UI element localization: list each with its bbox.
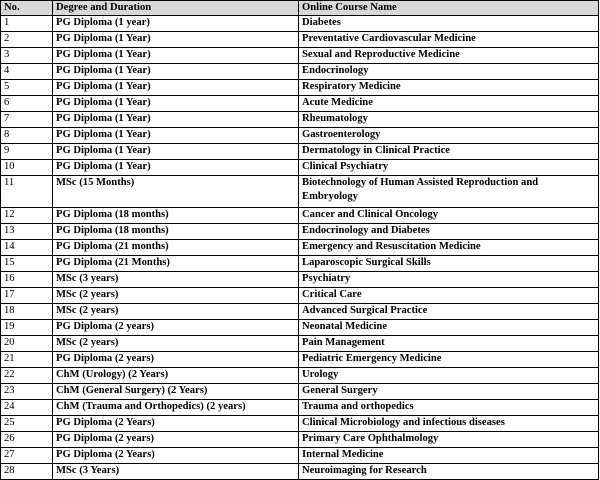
degree-cell: PG Diploma (2 years) (53, 320, 299, 336)
degree-cell: PG Diploma (21 months) (53, 240, 299, 256)
row-number: 25 (1, 416, 53, 432)
row-number: 19 (1, 320, 53, 336)
degree-cell: PG Diploma (1 year) (53, 16, 299, 32)
table-row (1, 320, 599, 336)
degree-cell: PG Diploma (1 Year) (53, 160, 299, 176)
degree-cell: PG Diploma (2 Years) (53, 448, 299, 464)
header-no: No. (1, 1, 53, 16)
degree-cell: PG Diploma (1 Year) (53, 128, 299, 144)
course-name-cell: Urology (299, 368, 599, 384)
row-number: 10 (1, 160, 53, 176)
row-number: 3 (1, 48, 53, 64)
course-name-cell: Internal Medicine (299, 448, 599, 464)
table-row (1, 128, 599, 144)
degree-cell: MSc (15 Months) (53, 176, 299, 208)
course-name-cell: Gastroenterology (299, 128, 599, 144)
row-number: 21 (1, 352, 53, 368)
degree-cell: ChM (Urology) (2 Years) (53, 368, 299, 384)
course-name-cell: Acute Medicine (299, 96, 599, 112)
degree-cell: PG Diploma (1 Year) (53, 64, 299, 80)
course-name-cell: Advanced Surgical Practice (299, 304, 599, 320)
degree-cell: PG Diploma (1 Year) (53, 80, 299, 96)
row-number: 16 (1, 272, 53, 288)
row-number: 9 (1, 144, 53, 160)
table-row (1, 336, 599, 352)
table-row (1, 464, 599, 480)
course-name-cell: General Surgery (299, 384, 599, 400)
course-name-cell: Dermatology in Clinical Practice (299, 144, 599, 160)
course-name-cell: Diabetes (299, 16, 599, 32)
table-row (1, 256, 599, 272)
table-row (1, 304, 599, 320)
table-row (1, 384, 599, 400)
course-name-cell: Critical Care (299, 288, 599, 304)
course-name-cell: Endocrinology and Diabetes (299, 224, 599, 240)
degree-cell: MSc (2 years) (53, 288, 299, 304)
course-name-cell: Cancer and Clinical Oncology (299, 208, 599, 224)
course-name-cell: Biotechnology of Human Assisted Reproduction and Embryology (299, 176, 599, 208)
course-name-cell: Clinical Microbiology and infectious diseases (299, 416, 599, 432)
table-row (1, 112, 599, 128)
row-number: 1 (1, 16, 53, 32)
degree-cell: PG Diploma (18 months) (53, 208, 299, 224)
row-number: 7 (1, 112, 53, 128)
row-number: 17 (1, 288, 53, 304)
course-name-cell: Primary Care Ophthalmology (299, 432, 599, 448)
table-row (1, 368, 599, 384)
table-row (1, 48, 599, 64)
row-number: 23 (1, 384, 53, 400)
degree-cell: MSc (2 years) (53, 304, 299, 320)
row-number: 18 (1, 304, 53, 320)
course-name-cell: Neonatal Medicine (299, 320, 599, 336)
course-name-cell: Emergency and Resuscitation Medicine (299, 240, 599, 256)
table-row (1, 144, 599, 160)
table-row (1, 288, 599, 304)
degree-cell: MSc (3 years) (53, 272, 299, 288)
table-row (1, 208, 599, 224)
table-header-row (1, 1, 599, 16)
course-name-cell: Preventative Cardiovascular Medicine (299, 32, 599, 48)
degree-cell: PG Diploma (21 Months) (53, 256, 299, 272)
table-row (1, 32, 599, 48)
course-name-cell: Sexual and Reproductive Medicine (299, 48, 599, 64)
degree-cell: PG Diploma (18 months) (53, 224, 299, 240)
row-number: 15 (1, 256, 53, 272)
row-number: 4 (1, 64, 53, 80)
header-course: Online Course Name (299, 1, 599, 16)
row-number: 14 (1, 240, 53, 256)
row-number: 13 (1, 224, 53, 240)
table-row (1, 240, 599, 256)
degree-cell: ChM (General Surgery) (2 Years) (53, 384, 299, 400)
course-name-cell: Neuroimaging for Research (299, 464, 599, 480)
table-row (1, 64, 599, 80)
degree-cell: MSc (3 Years) (53, 464, 299, 480)
row-number: 8 (1, 128, 53, 144)
table-row (1, 400, 599, 416)
table-body (1, 16, 599, 480)
row-number: 20 (1, 336, 53, 352)
degree-cell: MSc (2 years) (53, 336, 299, 352)
course-name-cell: Psychiatry (299, 272, 599, 288)
header-degree: Degree and Duration (53, 1, 299, 16)
table-row (1, 224, 599, 240)
table-row (1, 96, 599, 112)
row-number: 24 (1, 400, 53, 416)
degree-cell: PG Diploma (1 Year) (53, 48, 299, 64)
table-row (1, 352, 599, 368)
degree-cell: PG Diploma (1 Year) (53, 32, 299, 48)
course-name-cell: Respiratory Medicine (299, 80, 599, 96)
degree-cell: PG Diploma (2 years) (53, 432, 299, 448)
row-number: 22 (1, 368, 53, 384)
degree-cell: ChM (Trauma and Orthopedics) (2 years) (53, 400, 299, 416)
course-name-cell: Trauma and orthopedics (299, 400, 599, 416)
row-number: 6 (1, 96, 53, 112)
degree-cell: PG Diploma (1 Year) (53, 112, 299, 128)
course-name-cell: Rheumatology (299, 112, 599, 128)
row-number: 26 (1, 432, 53, 448)
row-number: 11 (1, 176, 53, 208)
table-row (1, 160, 599, 176)
course-name-cell: Endocrinology (299, 64, 599, 80)
course-name-cell: Clinical Psychiatry (299, 160, 599, 176)
degree-cell: PG Diploma (2 Years) (53, 416, 299, 432)
degree-cell: PG Diploma (1 Year) (53, 144, 299, 160)
row-number: 2 (1, 32, 53, 48)
course-name-cell: Pain Management (299, 336, 599, 352)
table-row (1, 176, 599, 208)
course-name-cell: Laparoscopic Surgical Skills (299, 256, 599, 272)
table-row (1, 416, 599, 432)
row-number: 12 (1, 208, 53, 224)
course-name-cell: Pediatric Emergency Medicine (299, 352, 599, 368)
table-row (1, 272, 599, 288)
degree-cell: PG Diploma (2 years) (53, 352, 299, 368)
table-row (1, 432, 599, 448)
table-row (1, 80, 599, 96)
row-number: 28 (1, 464, 53, 480)
row-number: 27 (1, 448, 53, 464)
degree-cell: PG Diploma (1 Year) (53, 96, 299, 112)
row-number: 5 (1, 80, 53, 96)
table-row (1, 16, 599, 32)
